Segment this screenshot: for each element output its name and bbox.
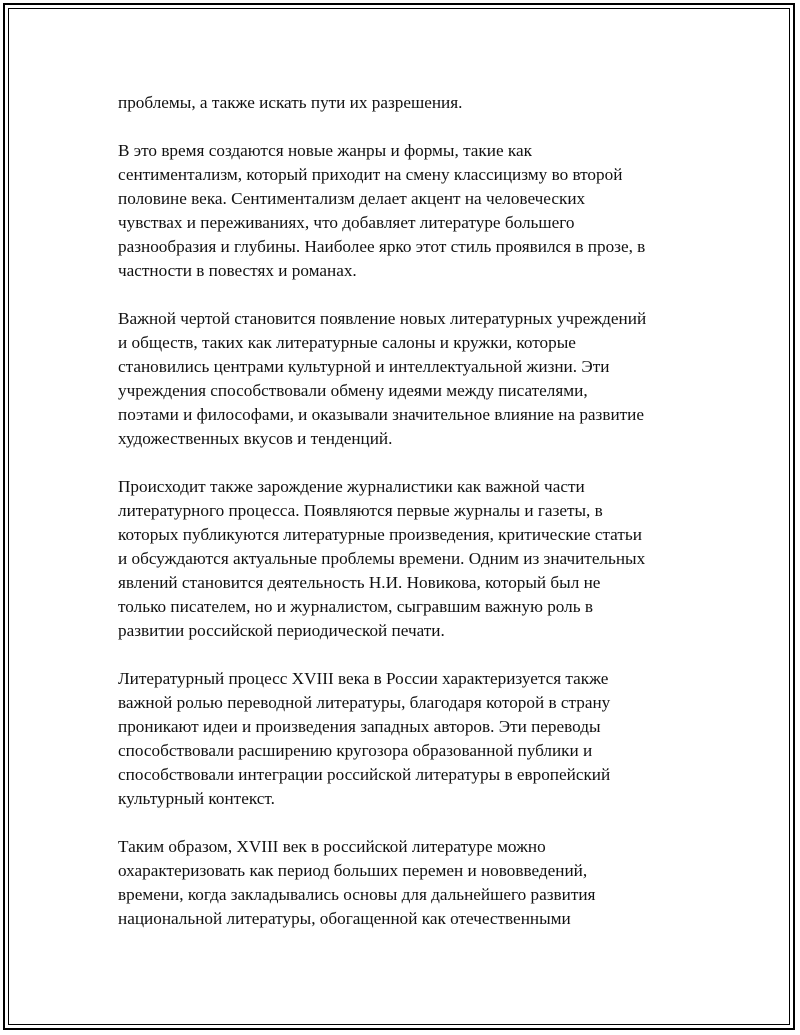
text-line: важной ролью переводной литературы, благодаря которой в страну <box>118 693 611 712</box>
text-line: Важной чертой становится появление новых литературных учреждений <box>118 309 647 328</box>
text-line: разнообразия и глубины. Наиболее ярко этот стиль проявился в прозе, в <box>118 237 646 256</box>
paragraph <box>118 667 693 811</box>
text-line: проблемы, а также искать пути их разрешения. <box>118 93 463 112</box>
text-line: частности в повестях и романах. <box>118 261 357 280</box>
text-line: художественных вкусов и тенденций. <box>118 429 393 448</box>
text-line: только писателем, но и журналистом, сыгравшим важную роль в <box>118 597 593 616</box>
paragraph <box>118 139 693 283</box>
text-line: развитии российской периодической печати. <box>118 621 445 640</box>
text-line: явлений становится деятельность Н.И. Новикова, который был не <box>118 573 601 592</box>
text-line: половине века. Сентиментализм делает акцент на человеческих <box>118 189 586 208</box>
document-body <box>118 91 693 955</box>
text-line: Литературный процесс XVIII века в России характеризуется также <box>118 669 609 688</box>
text-line: чувствах и переживаниях, что добавляет литературе большего <box>118 213 575 232</box>
text-line: способствовали расширению кругозора образованной публики и <box>118 741 593 760</box>
text-line: национальной литературы, обогащенной как отечественными <box>118 909 571 928</box>
text-line: времени, когда закладывались основы для дальнейшего развития <box>118 885 596 904</box>
text-line: поэтами и философами, и оказывали значительное влияние на развитие <box>118 405 644 424</box>
text-line: способствовали интеграции российской литературы в европейский <box>118 765 611 784</box>
text-line: и обществ, таких как литературные салоны и кружки, которые <box>118 333 576 352</box>
text-line: сентиментализм, который приходит на смену классицизму во второй <box>118 165 623 184</box>
paragraph <box>118 835 693 931</box>
text-line: охарактеризовать как период больших перемен и нововведений, <box>118 861 588 880</box>
text-line: Таким образом, XVIII век в российской литературе можно <box>118 837 546 856</box>
text-line: культурный контекст. <box>118 789 275 808</box>
paragraph <box>118 475 693 643</box>
paragraph <box>118 307 693 451</box>
text-line: В это время создаются новые жанры и формы, такие как <box>118 141 532 160</box>
text-line: и обсуждаются актуальные проблемы времени. Одним из значительных <box>118 549 646 568</box>
text-line: становились центрами культурной и интеллектуальной жизни. Эти <box>118 357 610 376</box>
text-line: проникают идеи и произведения западных авторов. Эти переводы <box>118 717 601 736</box>
paragraph <box>118 91 693 115</box>
text-line: которых публикуются литературные произведения, критические статьи <box>118 525 642 544</box>
text-line: учреждения способствовали обмену идеями между писателями, <box>118 381 588 400</box>
text-line: литературного процесса. Появляются первые журналы и газеты, в <box>118 501 603 520</box>
text-line: Происходит также зарождение журналистики как важной части <box>118 477 585 496</box>
